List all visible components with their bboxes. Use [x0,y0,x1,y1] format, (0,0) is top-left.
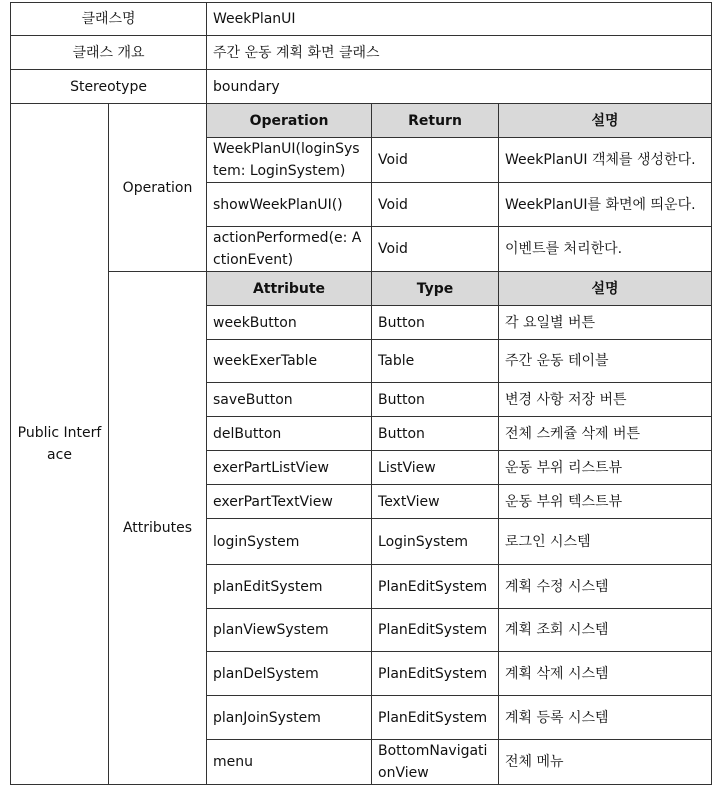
class-name-value: WeekPlanUI [207,3,712,36]
attribute-name: weekButton [207,306,372,340]
stereotype-value: boundary [207,70,712,104]
stereotype-label: Stereotype [11,70,207,104]
operation-column-header: 설명 [499,104,712,138]
attribute-type: PlanEditSystem [372,652,499,696]
operation-description: WeekPlanUI를 화면에 띄운다. [499,183,712,227]
operation-name: WeekPlanUI(loginSystem: LoginSystem) [207,138,372,183]
attribute-name: planEditSystem [207,565,372,609]
attribute-description: 전체 메뉴 [499,740,712,785]
attribute-section-label: Attributes [109,272,207,785]
class-summary-label: 클래스 개요 [11,36,207,70]
attribute-description: 계획 조회 시스템 [499,609,712,652]
public-interface-label: Public Interface [11,104,109,785]
class-name-row [11,3,712,36]
attribute-name: planJoinSystem [207,696,372,740]
class-summary-row [11,36,712,70]
attribute-column-header: 설명 [499,272,712,306]
attribute-type: Button [372,306,499,340]
attribute-type: Table [372,340,499,383]
operation-header-row [11,104,712,138]
attribute-type: Button [372,417,499,451]
operation-name: showWeekPlanUI() [207,183,372,227]
attribute-type: Button [372,383,499,417]
class-summary-value: 주간 운동 계획 화면 클래스 [207,36,712,70]
attribute-name: planDelSystem [207,652,372,696]
stereotype-row [11,70,712,104]
operation-return: Void [372,138,499,183]
class-name-label: 클래스명 [11,3,207,36]
attribute-name: weekExerTable [207,340,372,383]
attribute-header-row [11,272,712,306]
operation-return: Void [372,183,499,227]
operation-name: actionPerformed(e: ActionEvent) [207,227,372,272]
attribute-type: BottomNavigationView [372,740,499,785]
attribute-type: ListView [372,451,499,485]
attribute-type: TextView [372,485,499,519]
attribute-name: loginSystem [207,519,372,565]
attribute-type: PlanEditSystem [372,565,499,609]
attribute-description: 전체 스케쥴 삭제 버튼 [499,417,712,451]
attribute-description: 변경 사항 저장 버튼 [499,383,712,417]
attribute-type: PlanEditSystem [372,696,499,740]
attribute-name: planViewSystem [207,609,372,652]
attribute-name: exerPartListView [207,451,372,485]
attribute-type: PlanEditSystem [372,609,499,652]
attribute-description: 계획 등록 시스템 [499,696,712,740]
attribute-name: menu [207,740,372,785]
attribute-name: exerPartTextView [207,485,372,519]
attribute-name: saveButton [207,383,372,417]
attribute-description: 로그인 시스템 [499,519,712,565]
operation-return: Void [372,227,499,272]
attribute-description: 계획 수정 시스템 [499,565,712,609]
operation-description: 이벤트를 처리한다. [499,227,712,272]
operation-description: WeekPlanUI 객체를 생성한다. [499,138,712,183]
attribute-description: 주간 운동 테이블 [499,340,712,383]
attribute-description: 운동 부위 리스트뷰 [499,451,712,485]
attribute-type: LoginSystem [372,519,499,565]
attribute-description: 운동 부위 텍스트뷰 [499,485,712,519]
attribute-description: 각 요일별 버튼 [499,306,712,340]
operation-column-header: Operation [207,104,372,138]
attribute-name: delButton [207,417,372,451]
attribute-column-header: Attribute [207,272,372,306]
class-spec-table [10,2,712,785]
attribute-description: 계획 삭제 시스템 [499,652,712,696]
attribute-column-header: Type [372,272,499,306]
operation-section-label: Operation [109,104,207,272]
operation-column-header: Return [372,104,499,138]
